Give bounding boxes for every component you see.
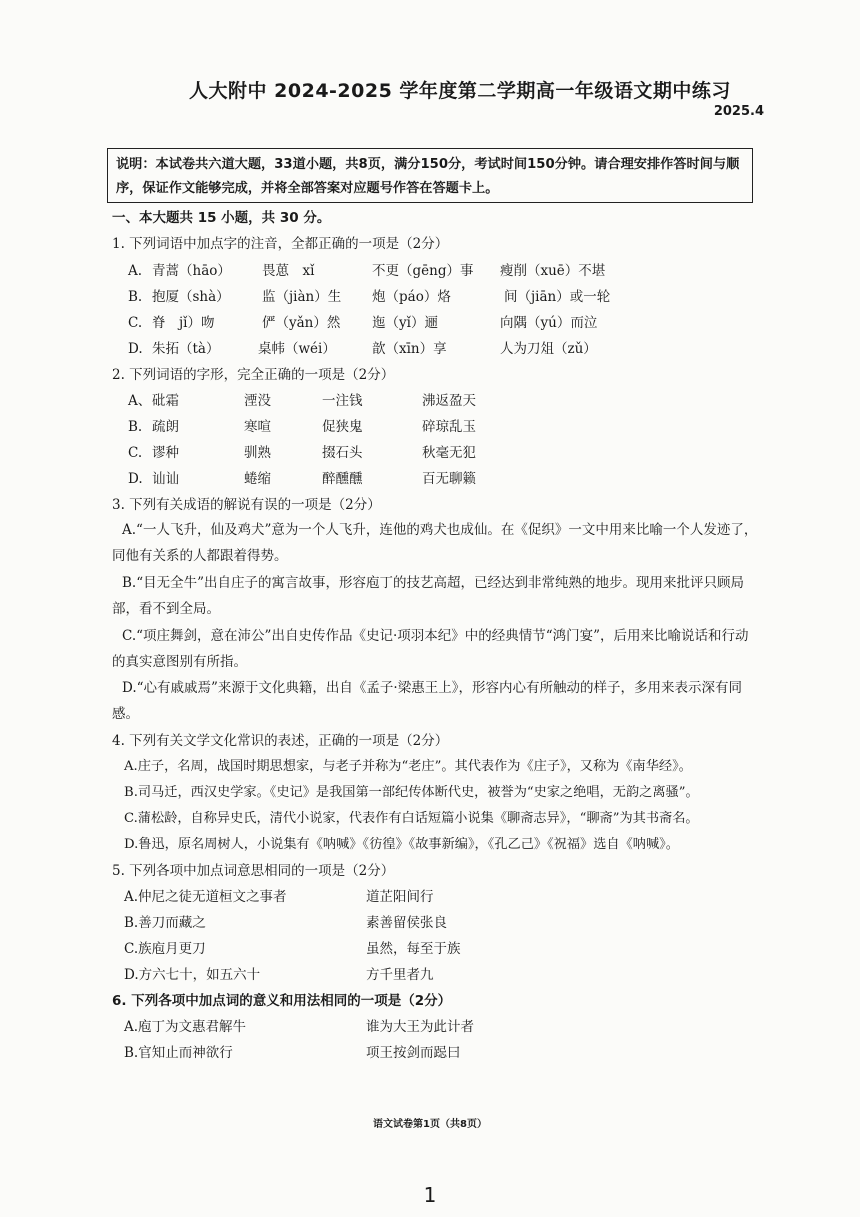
question-6-option-a-left: A.庖丁为文惠君解牛 bbox=[124, 1019, 247, 1035]
option-label: A. bbox=[128, 263, 143, 279]
option-item: 沸返盈天 bbox=[422, 393, 476, 409]
question-6-option-b-right: 项王按剑而跽曰 bbox=[366, 1045, 461, 1061]
question-2-stem: 2. 下列词语的字形，完全正确的一项是（2分） bbox=[112, 367, 395, 383]
question-4-option-a: A.庄子，名周，战国时期思想家，与老子并称为“老庄”。其代表作为《庄子》，又称为《南华经》。 bbox=[124, 759, 692, 774]
exam-date: 2025.4 bbox=[713, 104, 764, 119]
question-6-option-b-left: B.官知止而神欲行 bbox=[124, 1045, 233, 1061]
question-5-option-c-left: C.族庖月更刀 bbox=[124, 941, 206, 957]
question-5-option-d-right: 方千里者九 bbox=[366, 967, 434, 983]
option-item: 脊 jǐ）吻 bbox=[152, 315, 215, 331]
question-3-option-b: B.“目无全牛”出自庄子的寓言故事，形容庖丁的技艺高超，已经达到非常纯熟的地步。现用来批评只顾局部，看不到全局。 bbox=[112, 575, 745, 617]
option-item: 朱拓（tà） bbox=[152, 341, 220, 357]
option-item: 一注钱 bbox=[322, 393, 363, 409]
question-6-option-a-right: 谁为大王为此计者 bbox=[366, 1019, 474, 1035]
option-item: 人为刀俎（zǔ） bbox=[500, 341, 597, 357]
page-number: 1 bbox=[423, 1183, 437, 1207]
question-4-option-d: D.鲁迅，原名周树人，小说集有《呐喊》《彷徨》《故事新编》，《孔乙己》《祝福》选自《呐喊》。 bbox=[124, 837, 679, 852]
question-5-option-b-right: 素善留侯张良 bbox=[366, 915, 447, 931]
question-5-option-d-left: D.方六七十，如五六十 bbox=[124, 967, 261, 983]
question-4-stem: 4. 下列有关文学文化常识的表述，正确的一项是（2分） bbox=[112, 733, 449, 749]
option-item: 抱厦（shà） bbox=[152, 289, 230, 305]
option-label: A、 bbox=[128, 393, 152, 409]
question-3-option-a: A.“一人飞升，仙及鸡犬”意为一个人飞升，连他的鸡犬也成仙。在《促织》一文中用来比喻一个人发迹了，同他有关系的人都跟着得势。 bbox=[112, 522, 758, 564]
option-item: 谬种 bbox=[152, 445, 179, 461]
option-label: D. bbox=[128, 471, 143, 487]
option-label: D. bbox=[128, 341, 143, 357]
option-item: 间（jiān）或一轮 bbox=[504, 289, 611, 305]
question-4-option-c: C.蒲松龄，自称异史氏，清代小说家，代表作有白话短篇小说集《聊斋志异》，“聊斋”为其书斋名。 bbox=[124, 811, 699, 826]
option-label: C. bbox=[128, 445, 143, 461]
instructions-box: 说明：本试卷共六道大题，33道小题，共8页，满分150分，考试时间150分钟。请合理安排作答时间与顺序，保证作文能够完成，并将全部答案对应题号作答在答题卡上。 bbox=[107, 148, 753, 203]
option-item: 讪讪 bbox=[152, 471, 179, 487]
question-5-option-b-left: B.善刀而藏之 bbox=[124, 915, 206, 931]
question-6-stem: 6. 下列各项中加点词的意义和用法相同的一项是（2分） bbox=[112, 993, 452, 1009]
option-item: 驯熟 bbox=[244, 445, 271, 461]
option-item: 炮（páo）烙 bbox=[372, 289, 451, 305]
option-item: 蜷缩 bbox=[244, 471, 271, 487]
question-4-option-b: B.司马迁，西汉史学家。《史记》是我国第一部纪传体断代史，被誉为“史家之绝唱，无韵之离骚”。 bbox=[124, 785, 699, 800]
section-heading: 一、本大题共 15 小题，共 30 分。 bbox=[112, 210, 331, 226]
page-footer: 语文试卷第1页（共8页） bbox=[373, 1119, 487, 1130]
option-item: 歆（xīn）享 bbox=[372, 341, 447, 357]
question-5-option-a-right: 道芷阳间行 bbox=[366, 889, 434, 905]
option-item: 百无聊籁 bbox=[422, 471, 476, 487]
option-item: 醉醺醺 bbox=[322, 471, 363, 487]
question-3-option-c: C.“项庄舞剑，意在沛公”出自史传作品《史记·项羽本纪》中的经典情节“鸿门宴”，后用来比喻说话和行动的真实意图别有所指。 bbox=[112, 628, 749, 670]
option-item: 湮没 bbox=[244, 393, 271, 409]
option-item: 不更（gēng）事 bbox=[372, 263, 474, 279]
page-title: 人大附中 2024-2025 学年度第二学期高一年级语文期中练习 bbox=[189, 80, 731, 102]
option-item: 畏葸 xǐ bbox=[262, 263, 315, 279]
option-item: 桌帏（wéi） bbox=[258, 341, 336, 357]
option-item: 瘦削（xuē）不堪 bbox=[500, 263, 606, 279]
option-item: 促狭鬼 bbox=[322, 419, 363, 435]
option-item: 秋毫无犯 bbox=[422, 445, 476, 461]
question-5-option-c-right: 虽然，每至于族 bbox=[366, 941, 461, 957]
question-1-stem: 1. 下列词语中加点字的注音，全都正确的一项是（2分） bbox=[112, 236, 449, 252]
question-3-option-d: D.“心有戚戚焉”来源于文化典籍，出自《孟子·梁惠王上》，形容内心有所触动的样子，多用来表示深有同感。 bbox=[112, 680, 742, 722]
option-item: 迤（yǐ）逦 bbox=[372, 315, 438, 331]
option-item: 砒霜 bbox=[152, 393, 179, 409]
question-3-stem: 3. 下列有关成语的解说有误的一项是（2分） bbox=[112, 497, 381, 513]
option-item: 寒喧 bbox=[244, 419, 271, 435]
option-item: 青蒿（hāo） bbox=[152, 263, 231, 279]
question-5-stem: 5. 下列各项中加点词意思相同的一项是（2分） bbox=[112, 863, 395, 879]
question-5-option-a-left: A.仲尼之徒无道桓文之事者 bbox=[124, 889, 287, 905]
option-label: B. bbox=[128, 289, 143, 305]
option-item: 俨（yǎn）然 bbox=[262, 315, 341, 331]
option-item: 掇石头 bbox=[322, 445, 363, 461]
option-item: 疏朗 bbox=[152, 419, 179, 435]
option-item: 向隅（yú）而泣 bbox=[500, 315, 598, 331]
option-label: C. bbox=[128, 315, 143, 331]
option-label: B. bbox=[128, 419, 143, 435]
option-item: 碎琼乱玉 bbox=[422, 419, 476, 435]
option-item: 监（jiàn）生 bbox=[262, 289, 342, 305]
